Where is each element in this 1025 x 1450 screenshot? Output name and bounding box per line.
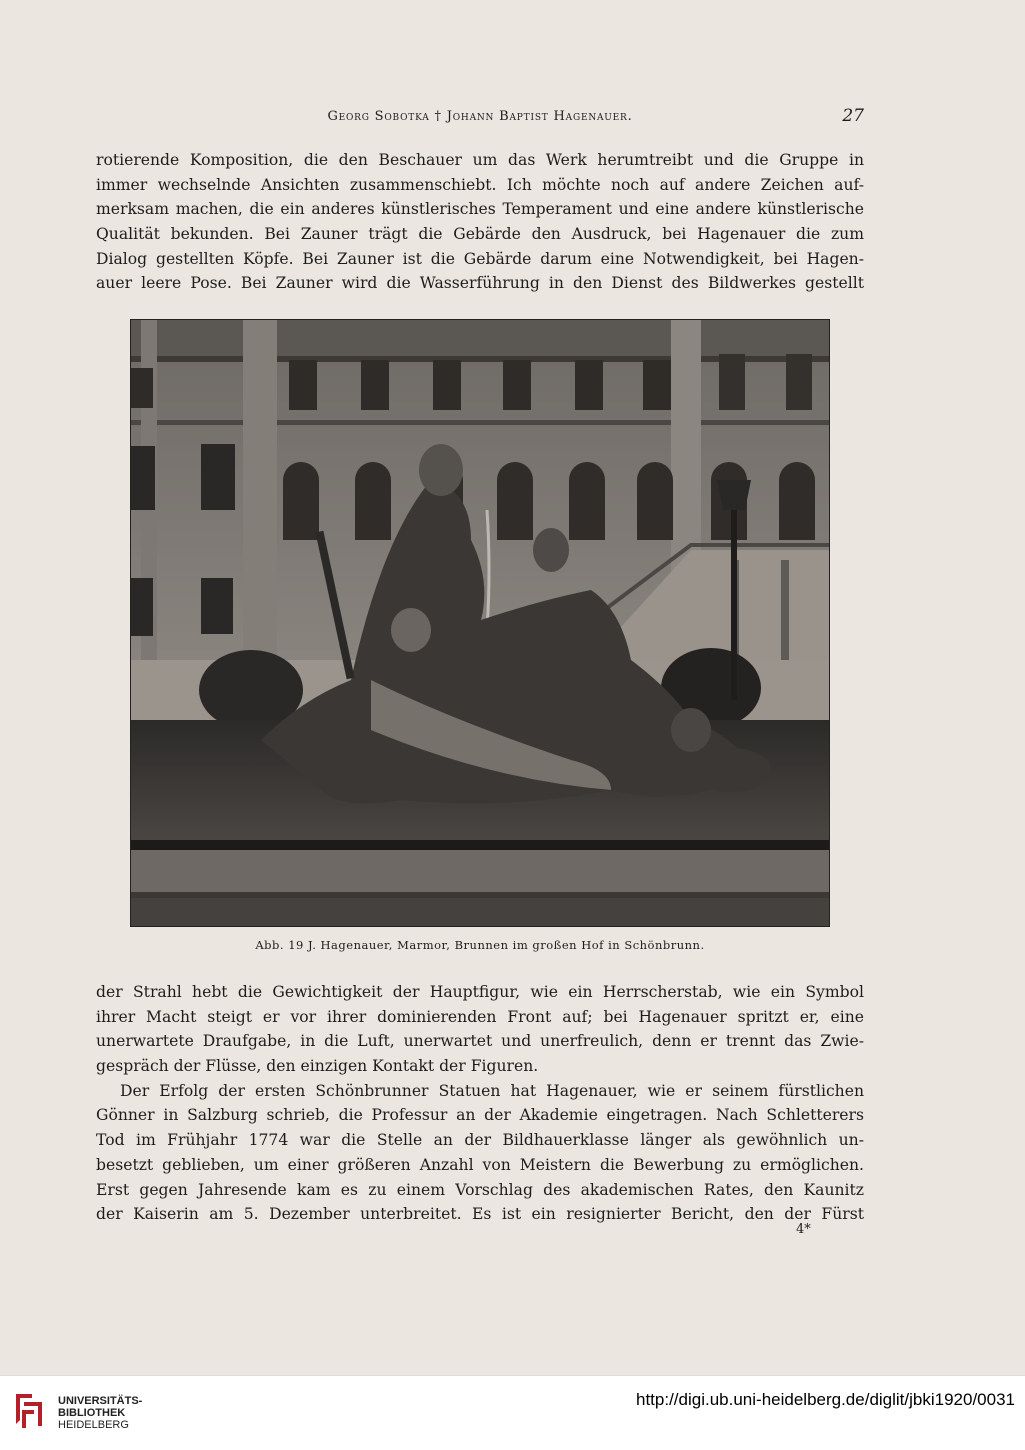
text-line: ihrer Macht steigt er vor ihrer dominierenden Front auf; bei Hagenauer spritzt er, eine <box>96 1007 864 1026</box>
text-line: Qualität bekunden. Bei Zauner trägt die Gebärde den Ausdruck, bei Hagenauer die zum <box>96 225 864 244</box>
text-line: merksam machen, die ein anderes künstlerisches Temperament und eine andere künstlerische <box>96 200 864 219</box>
page-number: 27 <box>842 106 864 126</box>
text-line: auer leere Pose. Bei Zauner wird die Wasserführung in den Dienst des Bildwerkes gestellt <box>96 274 864 293</box>
text-line: der Strahl hebt die Gewichtigkeit der Hauptfigur, wie ein Herrscherstab, wie ein Symbol <box>96 983 864 1001</box>
library-name-line: BIBLIOTHEK <box>58 1407 126 1419</box>
fountain-photo-illustration <box>131 320 829 926</box>
paragraph-bottom <box>96 980 864 1227</box>
text-line: der Kaiserin am 5. Dezember unterbreitet. Es ist ein resignierter Bericht, den der Fürst <box>96 1205 864 1224</box>
permalink-url[interactable]: http://digi.ub.uni-heidelberg.de/diglit/jbki1920/0031 <box>636 1390 1015 1409</box>
text-line: besetzt geblieben, um einer größeren Anzahl von Meistern die Bewerbung zu ermöglichen. <box>96 1155 864 1174</box>
library-logo-icon <box>14 1390 46 1430</box>
library-name-line: HEIDELBERG <box>58 1419 129 1431</box>
library-name-line: UNIVERSITÄTS- <box>58 1395 143 1407</box>
library-footer <box>0 1375 1025 1450</box>
text-line: Tod im Frühjahr 1774 war die Stelle an der Bildhauerklasse länger als gewöhnlich un- <box>96 1131 864 1150</box>
text-line: gespräch der Flüsse, den einzigen Kontakt der Figuren. <box>96 1057 539 1076</box>
header-title: Georg Sobotka † Johann Baptist Hagenauer. <box>327 109 633 124</box>
text-line: Gönner in Salzburg schrieb, die Professur an der Akademie eingetragen. Nach Schletterers <box>96 1106 864 1125</box>
paragraph-top <box>96 148 864 296</box>
library-name <box>58 1395 142 1431</box>
signature-mark: 4* <box>796 1222 811 1237</box>
text-line: unerwartete Draufgabe, in die Luft, unerwartet und unerfreulich, denn er trennt das Zwie- <box>96 1032 864 1051</box>
text-line: Der Erfolg der ersten Schönbrunner Statuen hat Hagenauer, wie er seinem fürstlichen <box>120 1081 864 1100</box>
figure-caption: Abb. 19 J. Hagenauer, Marmor, Brunnen im großen Hof in Schönbrunn. <box>255 938 705 952</box>
running-header <box>96 106 864 131</box>
text-line: Erst gegen Jahresende kam es zu einem Vorschlag des akademischen Rates, den Kaunitz <box>96 1180 864 1199</box>
text-line: rotierende Komposition, die den Beschauer um das Werk herumtreibt und die Gruppe in <box>96 151 864 169</box>
text-line: Dialog gestellten Köpfe. Bei Zauner ist die Gebärde darum eine Notwendigkeit, bei Hagen- <box>96 249 864 268</box>
text-line: immer wechselnde Ansichten zusammenschiebt. Ich möchte noch auf andere Zeichen auf- <box>96 175 864 194</box>
fountain-photograph <box>130 319 830 927</box>
